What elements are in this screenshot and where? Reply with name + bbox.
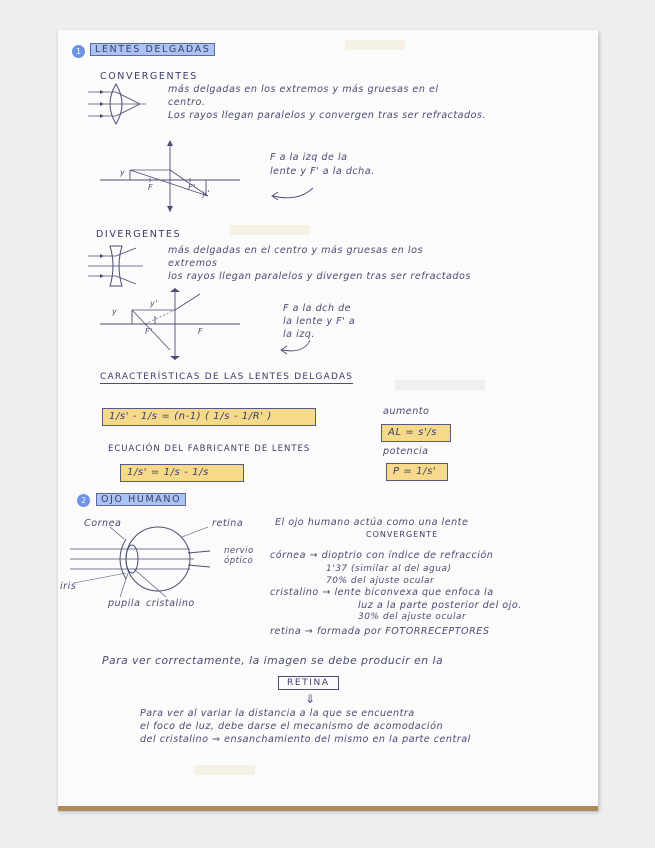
bleed-through-mark (395, 380, 485, 390)
caracteristicas-heading: CARACTERÍSTICAS DE LAS LENTES DELGADAS (100, 372, 354, 382)
potencia-label: potencia (383, 446, 429, 457)
retina-box: RETINA (278, 676, 339, 690)
diagram-label-fprime: F' (188, 183, 196, 192)
final-line-3: del cristalino ⇒ ensanchamiento del mismo en la parte central (140, 734, 471, 745)
page-edge (58, 806, 598, 811)
section-number-badge: 2 (77, 494, 90, 507)
eye-label-cornea: Cornea (84, 518, 122, 529)
convergentes-note-2: lente y F' a la dcha. (270, 166, 375, 177)
divergent-ray-diagram (100, 288, 250, 363)
ojo-item-cornea: córnea → dioptrio con índice de refracción (270, 550, 494, 561)
divergentes-line-1: más delgadas en el centro y más gruesas en los (168, 245, 423, 256)
convergentes-line-3: Los rayos llegan paralelos y convergen tras ser refractados. (168, 110, 487, 121)
section-title-text: OJO HUMANO (96, 493, 186, 506)
aumento-label: aumento (383, 406, 430, 417)
eye-diagram (70, 525, 220, 605)
div-diagram-label-yprime: y' (150, 299, 158, 308)
bleed-through-mark (345, 40, 405, 50)
potencia-formula: P = 1/s' (386, 463, 448, 481)
convergentes-line-2: centro. (168, 97, 206, 108)
ojo-item-indice: 1'37 (similar al del agua) (326, 564, 452, 574)
section-title (90, 44, 215, 55)
div-diagram-label-fprime: F' (145, 327, 153, 336)
ojo-item-retina: retina → formada por FOTORRECEPTORES (270, 626, 490, 637)
diagram-label-y: y (120, 168, 126, 177)
convergent-lens-icon (88, 82, 148, 127)
lens-formula: 1/s' - 1/s = (n-1) ( 1/s - 1/R' ) (102, 408, 316, 426)
final-line-2: el foco de luz, debe darse el mecanismo de acomodación (140, 721, 444, 732)
gaussian-formula: 1/s' = 1/s - 1/s (120, 464, 244, 482)
bleed-through-mark (230, 225, 310, 235)
ojo-intro-1: El ojo humano actúa como una lente (275, 517, 469, 528)
eye-label-retina: retina (212, 518, 244, 529)
eye-label-iris: iris (60, 581, 77, 592)
section-title (96, 494, 186, 505)
divergentes-note-2: la lente y F' a (283, 316, 356, 327)
ojo-item-luz: luz a la parte posterior del ojo. (358, 600, 522, 611)
divergentes-note-3: la izq. (283, 329, 315, 340)
ojo-item-30: 30% del ajuste ocular (358, 612, 467, 622)
diagram-label-f: F (148, 183, 154, 192)
aumento-formula: AL = s'/s (381, 424, 451, 442)
convergentes-heading: CONVERGENTES (100, 71, 198, 82)
divergentes-line-2: extremos (168, 258, 218, 269)
divergent-lens-icon (88, 244, 148, 289)
div-diagram-label-f: F (198, 327, 204, 336)
eye-label-cristalino: cristalino (146, 598, 195, 609)
curved-arrow-icon (276, 340, 316, 360)
curved-arrow-icon (268, 186, 318, 206)
divergentes-heading: DIVERGENTES (96, 229, 182, 240)
convergentes-line-1: más delgadas en los extremos y más gruesas en el (168, 84, 439, 95)
diagram-label-yprime: y' (202, 189, 210, 198)
down-arrow-icon: ⇓ (305, 692, 316, 706)
ojo-item-70: 70% del ajuste ocular (326, 576, 435, 586)
eye-label-nervio-2: óptico (224, 556, 254, 566)
div-diagram-label-y: y (112, 307, 118, 316)
section-title-text: LENTES DELGADAS (90, 43, 215, 56)
eye-label-pupila: pupila (108, 598, 141, 609)
eye-label-nervio-1: nervio (224, 546, 254, 556)
ojo-item-cristalino: cristalino → lente biconvexa que enfoca la (270, 587, 494, 598)
section-number-badge: 1 (72, 45, 85, 58)
para-ver-sentence: Para ver correctamente, la imagen se debe producir en la (102, 654, 444, 667)
ojo-intro-2: CONVERGENTE (366, 530, 439, 539)
divergentes-line-3: los rayos llegan paralelos y divergen tras ser refractados (168, 271, 471, 282)
ecuacion-fabricante-label: ECUACIÓN DEL FABRICANTE DE LENTES (108, 444, 311, 454)
divergentes-note-1: F a la dch de (283, 303, 352, 314)
final-line-1: Para ver al variar la distancia a la que se encuentra (140, 708, 415, 719)
convergentes-note-1: F a la izq de la (270, 152, 348, 163)
bleed-through-mark (195, 765, 255, 775)
